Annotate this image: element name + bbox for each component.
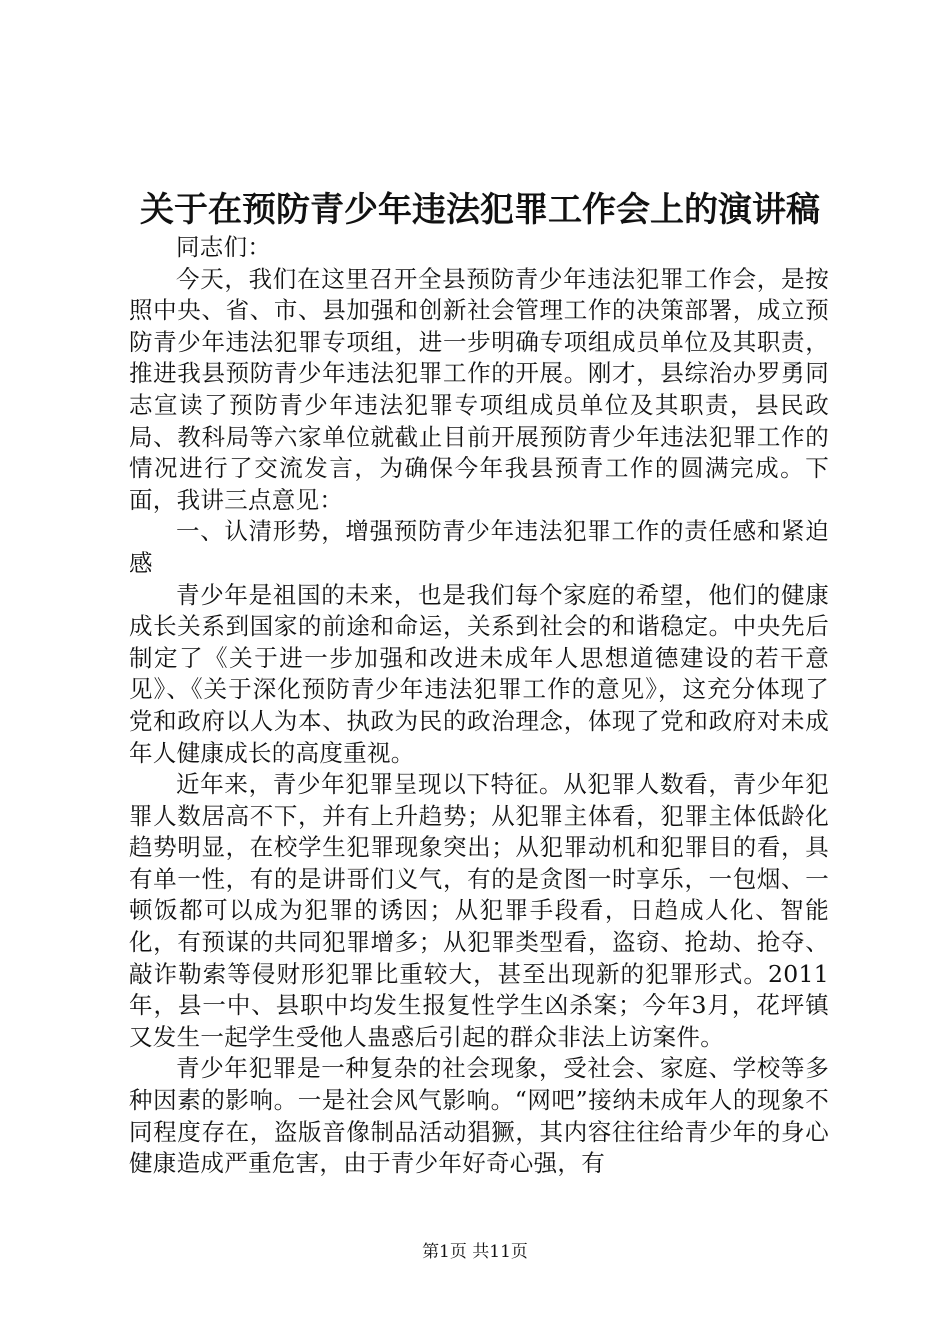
body-paragraph: 青少年是祖国的未来，也是我们每个家庭的希望，他们的健康成长关系到国家的前途和命运，关系到社会的和谐稳定。中央先后制定了《关于进一步加强和改进未成年人思想道德建设的若干意见》、《关于深化预防青少年违法犯罪工作的意见》，这充分体现了党和政府以人为本、执政为民的政治理念，体现了党和政府对未成年人健康成长的高度重视。 [129,580,829,767]
salutation-paragraph: 同志们： [176,233,272,261]
opening-paragraph: 今天，我们在这里召开全县预防青少年违法犯罪工作会，是按照中央、省、市、县加强和创新社会管理工作的决策部署，成立预防青少年违法犯罪专项组，进一步明确专项组成员单位及其职责，推进我县预防青少年违法犯罪工作的开展。刚才，县综治办罗勇同志宣读了预防青少年违法犯罪专项组成员单位及其职责，县民政局、教科局等六家单位就截止目前开展预防青少年违法犯罪工作的情况进行了交流发言，为确保今年我县预青工作的圆满完成。下面，我讲三点意见： [129,264,829,514]
body-paragraph: 青少年犯罪是一种复杂的社会现象，受社会、家庭、学校等多种因素的影响。一是社会风气影响。“网吧”接纳未成年人的现象不同程度存在，盗版音像制品活动猖獗，其内容往往给青少年的身心健康造成严重危害，由于青少年好奇心强，有 [129,1054,829,1178]
document-title: 关于在预防青少年违法犯罪工作会上的演讲稿 [140,190,820,230]
page-footer: 第1页 共11页 [422,1242,528,1262]
body-paragraph: 近年来，青少年犯罪呈现以下特征。从犯罪人数看，青少年犯罪人数居高不下，并有上升趋势；从犯罪主体看，犯罪主体低龄化趋势明显，在校学生犯罪现象突出；从犯罪动机和犯罪目的看，具有单一性，有的是讲哥们义气，有的是贪图一时享乐，一包烟、一顿饭都可以成为犯罪的诱因；从犯罪手段看，日趋成人化、智能化，有预谋的共同犯罪增多；从犯罪类型看，盗窃、抢劫、抢夺、敲诈勒索等侵财形犯罪比重较大，甚至出现新的犯罪形式。2011年，县一中、县职中均发生报复性学生凶杀案；今年3月，花坪镇又发生一起学生受他人蛊惑后引起的群众非法上访案件。 [129,770,829,1051]
section-heading-paragraph: 一、认清形势，增强预防青少年违法犯罪工作的责任感和紧迫感 [129,517,829,577]
document-body [129,232,829,1180]
